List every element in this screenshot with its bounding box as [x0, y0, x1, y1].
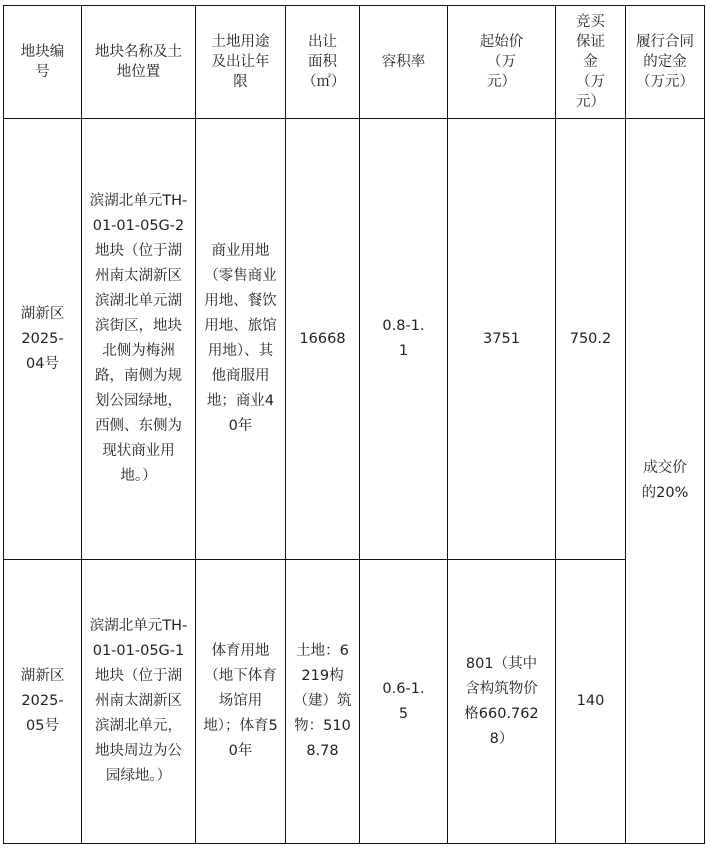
deposit: 750.2: [556, 119, 626, 560]
land-use: 体育用地（地下体育场馆用地）；体育50年: [196, 560, 286, 844]
header-plot-ratio: 容积率: [360, 6, 448, 119]
deposit: 140: [556, 560, 626, 844]
parcel-id: 湖新区2025-04号: [4, 119, 82, 560]
header-contract-deposit: 履行合同的定金（万元）: [626, 6, 705, 119]
start-price: 3751: [448, 119, 556, 560]
header-parcel-name: 地块名称及土地位置: [82, 6, 196, 119]
area: 土地：6219构（建）筑物：5108.78: [286, 560, 360, 844]
parcel-name: 滨湖北单元TH-01-01-05G-2地块（位于湖州南太湖新区滨湖北单元湖滨街区，地块北侧为梅洲路，南侧为规划公园绿地，西侧、东侧为现状商业用地。）: [82, 119, 196, 560]
header-land-use: 土地用途及出让年限: [196, 6, 286, 119]
plot-ratio: 0.6-1.5: [360, 560, 448, 844]
contract-deposit: 成交价的20%: [626, 119, 705, 844]
land-auction-table: [3, 5, 705, 844]
table-row: [4, 119, 705, 560]
plot-ratio: 0.8-1.1: [360, 119, 448, 560]
header-deposit: 竞买保证金（万元）: [556, 6, 626, 119]
table-row: [4, 560, 705, 844]
header-start-price: 起始价（万元）: [448, 6, 556, 119]
area: 16668: [286, 119, 360, 560]
land-use: 商业用地（零售商业用地、餐饮用地、旅馆用地）、其他商服用地；商业40年: [196, 119, 286, 560]
header-parcel-id: 地块编号: [4, 6, 82, 119]
parcel-name: 滨湖北单元TH-01-01-05G-1地块（位于湖州南太湖新区滨湖北单元，地块周边为公园绿地。）: [82, 560, 196, 844]
header-area: 出让面积（㎡）: [286, 6, 360, 119]
parcel-id: 湖新区2025-05号: [4, 560, 82, 844]
start-price: 801（其中含构筑物价格660.7628）: [448, 560, 556, 844]
header-row: [4, 6, 705, 119]
